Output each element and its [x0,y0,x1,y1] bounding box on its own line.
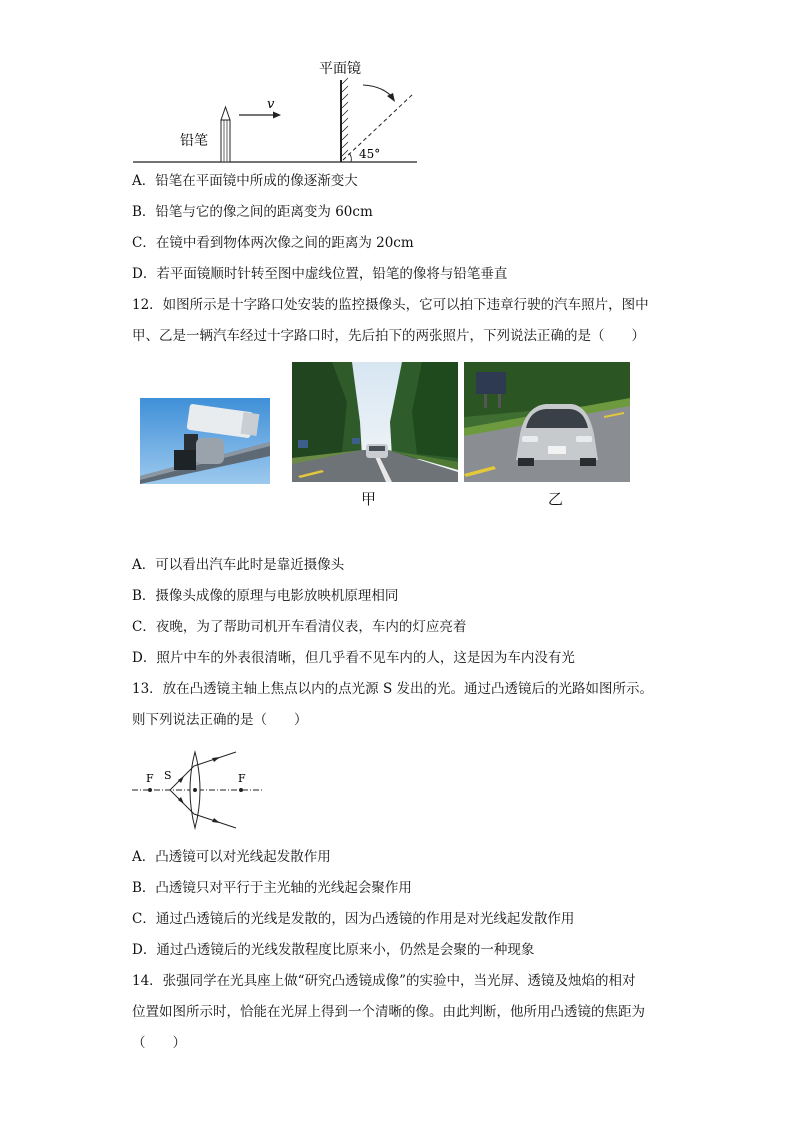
q14-stem-line2: 位置如图所示时，恰能在光屏上得到一个清晰的像。由此判断，他所用凸透镜的焦距为 [132,1004,645,1020]
q13-option-d: D．通过凸透镜后的光线发散程度比原来小，仍然是会聚的一种现象 [132,942,535,958]
velocity-arrow-icon [239,112,281,119]
q11-option-a: A．铅笔在平面镜中所成的像逐渐变大 [132,173,358,189]
caption-jia: 甲 [361,490,377,508]
pencil-label: 铅笔 [180,133,208,149]
angle-label: 45° [359,147,381,161]
convex-lens-figure [130,744,270,834]
focus-left-label: F [146,772,154,785]
velocity-label: v [267,97,275,112]
q13-option-b: B．凸透镜只对平行于主光轴的光线起会聚作用 [132,880,412,896]
camera-photo [140,398,270,484]
q13-stem-line2: 则下列说法正确的是（ ） [132,712,308,728]
q11-option-d: D．若平面镜顺时针转至图中虚线位置，铅笔的像将与铅笔垂直 [132,266,508,282]
q13-stem-line1: 13．放在凸透镜主轴上焦点以内的点光源 S 发出的光。通过凸透镜后的光路如图所示。 [132,681,654,697]
photo-jia [292,362,458,482]
rotation-arrow-icon [363,85,395,102]
q12-option-b: B．摄像头成像的原理与电影放映机原理相同 [132,588,399,604]
q12-stem-line1: 12．如图所示是十字路口处安装的监控摄像头，它可以拍下违章行驶的汽车照片，图中 [132,297,649,313]
caption-yi: 乙 [548,490,564,508]
q12-option-a: A．可以看出汽车此时是靠近摄像头 [132,557,345,573]
mirror-pencil-figure [125,52,425,172]
q14-stem-line3: （ ） [132,1035,186,1051]
plane-mirror [341,78,348,162]
mirror-label: 平面镜 [319,61,361,77]
q13-option-a: A．凸透镜可以对光线起发散作用 [132,849,331,865]
q13-option-c: C．通过凸透镜后的光线是发散的，因为凸透镜的作用是对光线起发散作用 [132,911,575,927]
q12-stem-line2: 甲、乙是一辆汽车经过十字路口时，先后拍下的两张照片，下列说法正确的是（ ） [132,328,645,344]
pencil-icon [221,107,230,162]
q12-option-c: C．夜晚，为了帮助司机开车看清仪表，车内的灯应亮着 [132,619,467,635]
focus-right-label: F [238,772,246,785]
q14-stem-line1: 14．张强同学在光具座上做“研究凸透镜成像”的实验中，当光屏、透镜及烛焰的相对 [132,973,636,989]
q12-option-d: D．照片中车的外表很清晰，但几乎看不见车内的人，这是因为车内没有光 [132,650,575,666]
q11-option-b: B．铅笔与它的像之间的距离变为 60cm [132,204,373,220]
source-s-label: S [164,769,172,782]
q11-option-c: C．在镜中看到物体两次像之间的距离为 20cm [132,235,414,251]
photo-yi [464,362,630,482]
